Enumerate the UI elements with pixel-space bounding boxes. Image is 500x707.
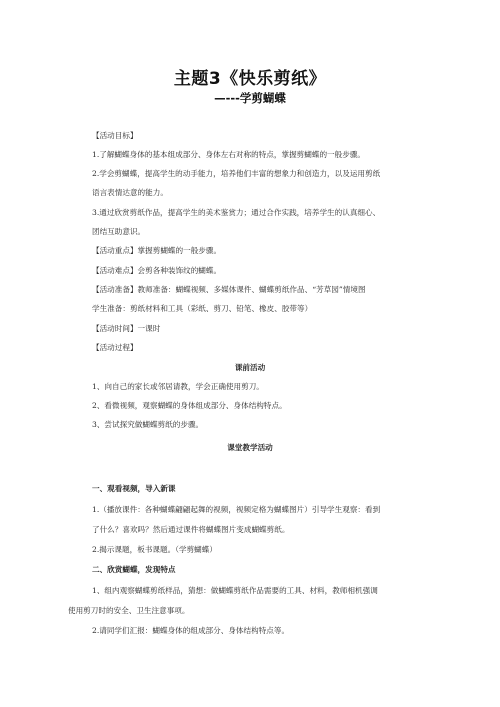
key-point: 【活动重点】掌握剪蝴蝶的一般步骤。 [92,246,222,255]
difficulty: 【活动难点】会剪各种装饰纹的蝴蝶。 [92,266,222,275]
section-2-heading: 二、欣赏蝴蝶，发现特点 [92,565,176,574]
activity-time: 【活动时间】一课时 [92,324,161,333]
activity-process: 【活动过程】 [92,343,138,352]
goal-heading: 【活动目标】 [92,131,138,140]
class-activity-heading: 课堂教学活动 [227,443,273,452]
section-1-item-1-line-1: 1.（播放课件：各种蝴蝶翩翩起舞的视频，视频定格为蝴蝶图片）引导学生观察：看到 [92,505,381,514]
section-1-item-2: 2.揭示课题，板书课题。（学剪蝴蝶） [92,545,217,554]
goal-item-2-line-2: 语言表情达意的能力。 [92,188,168,197]
document-title: 主题3《快乐剪纸》 [173,69,327,89]
section-2-item-1-line-1: 1、组内观察蝴蝶剪纸样品，猜想：做蝴蝶剪纸作品需要的工具、材料，教师相机强调 [92,586,378,595]
section-1-item-1-line-2: 了什么？喜欢吗？然后通过课件将蝴蝶图片变成蝴蝶剪纸。 [92,525,290,534]
goal-item-3-line-2: 团结互助意识。 [92,227,146,236]
pre-class-item-1: 1、向自己的家长或邻居请教，学会正确使用剪刀。 [92,382,264,391]
goal-item-2-line-1: 2.学会剪蝴蝶，提高学生的动手能力，培养他们丰富的想象力和创造力，以及运用剪纸 [92,169,381,178]
section-2-item-1-line-2: 使用剪刀时的安全、卫生注意事项。 [68,606,190,615]
goal-item-3-line-1: 3.通过欣赏剪纸作品，提高学生的美术鉴赏力；通过合作实践，培养学生的认真细心、 [92,208,381,217]
preparation-line-2: 学生准备：剪纸材料和工具（彩纸、剪刀、铅笔、橡皮、胶带等） [92,304,313,313]
section-1-heading: 一、观看视频，导入新课 [92,484,176,493]
pre-class-item-2: 2、看微视频，观察蝴蝶的身体组成部分、身体结构特点。 [92,401,287,410]
document-subtitle: —---学剪蝴蝶 [214,91,286,105]
pre-class-item-3: 3、尝试探究做蝴蝶剪纸的步骤。 [92,420,204,429]
goal-item-1: 1.了解蝴蝶身体的基本组成部分、身体左右对称的特点，掌握剪蝴蝶的一般步骤。 [92,150,366,159]
preparation-line-1: 【活动准备】教师准备：蝴蝶视频、多媒体课件、蝴蝶剪纸作品、“芳草园”情境图 [92,285,366,294]
section-2-item-2: 2.请同学们汇报：蝴蝶身体的组成部分、身体结构特点等。 [92,626,290,635]
pre-class-heading: 课前活动 [234,363,266,372]
